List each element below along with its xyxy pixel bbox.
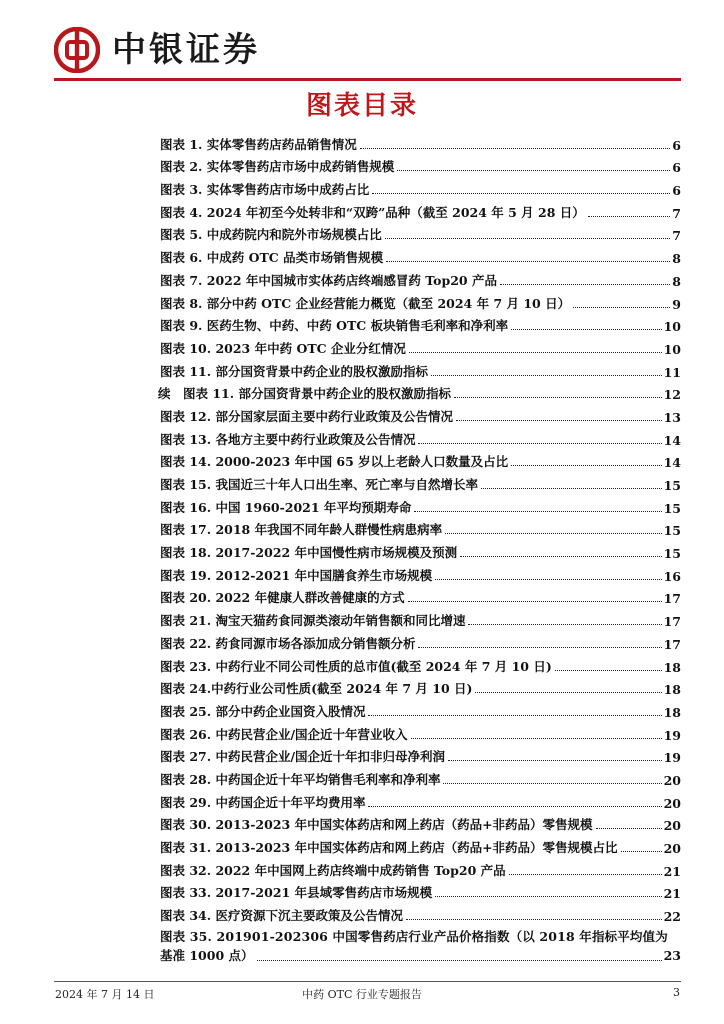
toc-entry-page: 13	[663, 409, 681, 425]
toc-entry[interactable]	[160, 312, 681, 335]
footer-divider	[54, 981, 681, 982]
toc-entry[interactable]	[160, 516, 681, 539]
toc-entry-page: 20	[663, 818, 681, 834]
toc-entry-title: 图表 28. 中药国企近十年平均销售毛利率和净利率	[160, 771, 441, 787]
toc-entry-page: 6	[672, 137, 681, 153]
toc-entry-page: 14	[663, 432, 681, 448]
toc-entry[interactable]	[160, 788, 681, 811]
toc-entry-title: 图表 31. 2013-2023 年中国实体药店和网上药店（药品+非药品）零售规模占比	[160, 840, 618, 855]
toc-entry-title: 图表 6. 中成药 OTC 品类市场销售规模	[160, 250, 384, 266]
toc-entry[interactable]	[160, 153, 681, 176]
toc-leader-dots	[397, 170, 670, 171]
toc-entry-title-cont: 基准 1000 点）	[160, 948, 254, 964]
toc-entry[interactable]	[160, 289, 681, 312]
toc-entry[interactable]	[160, 629, 681, 652]
toc-leader-dots	[460, 556, 662, 557]
toc-leader-dots	[511, 465, 661, 466]
toc-entry-title: 图表 4. 2024 年初至今处转非和“双跨”品种（截至 2024 年 5 月 28 日）	[160, 204, 585, 220]
toc-leader-dots	[454, 397, 662, 398]
toc-entry[interactable]	[160, 470, 681, 493]
toc-leader-dots	[621, 851, 662, 852]
toc-leader-dots	[386, 261, 670, 262]
toc-entry-title: 图表 34. 医疗资源下沉主要政策及公告情况	[160, 908, 403, 924]
toc-entry[interactable]	[160, 584, 681, 607]
toc-leader-dots	[511, 329, 661, 330]
toc-leader-dots	[500, 284, 670, 285]
toc-leader-dots	[555, 670, 662, 671]
toc-entry-page: 22	[663, 909, 681, 925]
toc-entry-title: 图表 27. 中药民营企业/国企近十年扣非归母净利润	[160, 749, 446, 765]
toc-entry-page: 8	[672, 251, 681, 267]
toc-entry-title: 图表 18. 2017-2022 年中国慢性病市场规模及预测	[160, 545, 458, 561]
toc-entry-page: 15	[663, 546, 681, 562]
toc-entry[interactable]	[160, 538, 681, 561]
toc-entry-title: 图表 13. 各地方主要中药行业政策及公告情况	[160, 431, 416, 447]
toc-leader-dots	[418, 647, 661, 648]
toc-entry-page: 10	[663, 341, 681, 357]
toc-leader-dots	[588, 216, 671, 217]
toc-entry-page: 6	[672, 183, 681, 199]
toc-entry-title: 图表 29. 中药国企近十年平均费用率	[160, 794, 366, 810]
header-divider	[54, 78, 681, 81]
toc-entry-continuation	[160, 946, 681, 965]
brand-header	[54, 24, 260, 76]
toc-entry[interactable]	[160, 833, 681, 856]
toc-entry-page: 6	[672, 160, 681, 176]
toc-entry-page: 23	[663, 948, 681, 964]
toc-entry-title: 图表 7. 2022 年中国城市实体药店终端感冒药 Top20 产品	[160, 272, 497, 288]
toc-entry[interactable]	[160, 130, 681, 153]
toc-entry-page: 20	[663, 841, 681, 856]
toc-entry[interactable]	[160, 720, 681, 743]
toc-entry[interactable]	[160, 402, 681, 425]
toc-leader-dots	[448, 760, 662, 761]
toc-leader-dots	[257, 960, 662, 961]
toc-leader-dots	[443, 783, 661, 784]
toc-entry-title: 图表 33. 2017-2021 年县域零售药店市场规模	[160, 885, 433, 901]
toc-leader-dots	[372, 193, 670, 194]
toc-entry-title: 图表 15. 我国近三十年人口出生率、死亡率与自然增长率	[160, 477, 478, 492]
toc-leader-dots	[385, 238, 671, 239]
toc-entry[interactable]	[160, 448, 681, 471]
toc-entry-page: 18	[663, 659, 681, 675]
toc-leader-dots	[414, 511, 661, 512]
toc-leader-dots	[406, 919, 662, 920]
toc-entry-title: 图表 32. 2022 年中国网上药店终端中成药销售 Top20 产品	[160, 862, 506, 878]
toc-entry-title: 图表 21. 淘宝天猫药食同源类滚动年销售额和同比增速	[160, 613, 466, 629]
toc-entry-title: 图表 8. 部分中药 OTC 企业经营能力概览（截至 2024 年 7 月 10 日）	[160, 295, 571, 311]
toc-entry[interactable]	[160, 425, 681, 448]
toc-entry-title: 图表 22. 药食同源市场各添加成分销售额分析	[160, 635, 416, 651]
toc-entry-page: 10	[663, 319, 681, 335]
toc-entry-title: 图表 19. 2012-2021 年中国膳食养生市场规模	[160, 567, 433, 583]
toc-entry[interactable]	[160, 652, 681, 675]
page-title: 图表目录	[305, 91, 418, 121]
toc-entry-title: 图表 16. 中国 1960-2021 年平均预期寿命	[160, 499, 412, 515]
brand-name: 中银证券	[112, 30, 260, 70]
toc-entry-page: 18	[663, 704, 681, 720]
toc-entry-title: 图表 11. 部分国资背景中药企业的股权激励指标	[160, 363, 428, 379]
toc-leader-dots	[408, 601, 662, 602]
toc-entry-title: 图表 30. 2013-2023 年中国实体药店和网上药店（药品+非药品）零售规模	[160, 817, 593, 833]
toc-entry[interactable]	[160, 743, 681, 766]
toc-leader-dots	[468, 624, 661, 625]
toc-entry[interactable]	[160, 198, 681, 221]
toc-entry[interactable]	[160, 606, 681, 629]
toc-entry[interactable]	[160, 221, 681, 244]
toc-leader-dots	[573, 307, 670, 308]
toc-entry-page: 15	[663, 500, 681, 516]
toc-entry[interactable]	[160, 357, 681, 380]
toc-leader-dots	[445, 533, 662, 534]
toc-entry-page: 17	[663, 636, 681, 652]
table-of-figures	[160, 130, 681, 965]
toc-entry[interactable]	[160, 927, 681, 965]
toc-entry[interactable]	[160, 334, 681, 357]
toc-entry-title: 图表 24.中药行业公司性质(截至 2024 年 7 月 10 日)	[160, 681, 473, 697]
toc-entry[interactable]	[158, 380, 681, 403]
toc-leader-dots	[475, 692, 661, 693]
toc-entry-page: 9	[672, 296, 681, 312]
boc-logo-icon	[54, 27, 100, 73]
toc-entry[interactable]	[160, 561, 681, 584]
toc-entry[interactable]	[160, 175, 681, 198]
toc-entry-title: 图表 35. 201901-202306 中国零售药店行业产品价格指数（以 2018 年指标平均值为	[160, 929, 668, 945]
toc-entry-title: 图表 3. 实体零售药店市场中成药占比	[160, 182, 370, 198]
toc-entry-page: 21	[663, 886, 681, 902]
toc-leader-dots	[431, 375, 662, 376]
toc-entry-title: 图表 14. 2000-2023 年中国 65 岁以上老龄人口数量及占比	[160, 454, 509, 470]
toc-entry-page: 18	[663, 682, 681, 698]
toc-entry-title: 图表 23. 中药行业不同公司性质的总市值(截至 2024 年 7 月 10 日)	[160, 658, 552, 674]
toc-entry-page: 19	[663, 727, 681, 743]
toc-leader-dots	[456, 420, 662, 421]
toc-entry-title: 续 图表 11. 部分国资背景中药企业的股权激励指标	[158, 386, 451, 402]
toc-entry-page: 17	[663, 591, 681, 607]
toc-entry-title: 图表 2. 实体零售药店市场中成药销售规模	[160, 159, 395, 175]
toc-leader-dots	[368, 806, 661, 807]
toc-entry[interactable]	[160, 879, 681, 902]
toc-entry[interactable]	[160, 697, 681, 720]
toc-leader-dots	[418, 443, 661, 444]
toc-leader-dots	[360, 148, 671, 149]
toc-entry[interactable]	[160, 901, 681, 924]
toc-entry-title: 图表 26. 中药民营企业/国企近十年营业收入	[160, 726, 408, 742]
toc-entry-page: 17	[663, 614, 681, 630]
toc-leader-dots	[509, 874, 662, 875]
toc-leader-dots	[409, 352, 662, 353]
toc-entry-page: 14	[663, 455, 681, 471]
toc-entry-page: 20	[663, 795, 681, 811]
toc-entry-page: 7	[672, 205, 681, 221]
toc-leader-dots	[596, 828, 662, 829]
toc-entry[interactable]	[160, 765, 681, 788]
toc-entry[interactable]	[160, 675, 681, 698]
footer-date: 2024 年 7 月 14 日	[55, 988, 155, 1001]
toc-entry-page: 15	[663, 478, 681, 493]
toc-entry[interactable]	[160, 266, 681, 289]
toc-entry-page: 12	[663, 387, 681, 403]
toc-entry[interactable]	[160, 243, 681, 266]
footer-report-title: 中药 OTC 行业专题报告	[302, 988, 422, 1001]
toc-entry-title: 图表 17. 2018 年我国不同年龄人群慢性病患病率	[160, 522, 443, 538]
toc-leader-dots	[481, 488, 662, 489]
toc-entry-page: 16	[663, 568, 681, 584]
toc-leader-dots	[435, 896, 662, 897]
toc-entry[interactable]	[160, 856, 681, 879]
toc-leader-dots	[435, 579, 662, 580]
toc-entry-title: 图表 10. 2023 年中药 OTC 企业分红情况	[160, 340, 406, 356]
footer-page-number: 3	[673, 986, 680, 999]
toc-entry-page: 15	[663, 523, 681, 539]
toc-entry-title: 图表 20. 2022 年健康人群改善健康的方式	[160, 590, 405, 606]
toc-entry[interactable]	[160, 493, 681, 516]
toc-leader-dots	[368, 715, 661, 716]
toc-entry-title: 图表 1. 实体零售药店药品销售情况	[160, 136, 357, 152]
toc-entry-page: 20	[663, 772, 681, 788]
toc-entry-page: 21	[663, 863, 681, 879]
toc-entry-title: 图表 9. 医药生物、中药、中药 OTC 板块销售毛利率和净利率	[160, 318, 509, 334]
toc-entry[interactable]	[160, 811, 681, 834]
toc-leader-dots	[411, 738, 662, 739]
toc-entry-page: 8	[672, 273, 681, 289]
toc-entry-title: 图表 5. 中成药院内和院外市场规模占比	[160, 227, 382, 243]
toc-entry-page: 7	[672, 228, 681, 244]
toc-entry-title: 图表 25. 部分中药企业国资入股情况	[160, 703, 366, 719]
toc-entry-page: 19	[663, 750, 681, 766]
toc-entry-page: 11	[663, 364, 681, 380]
toc-entry-title: 图表 12. 部分国家层面主要中药行业政策及公告情况	[160, 408, 453, 424]
